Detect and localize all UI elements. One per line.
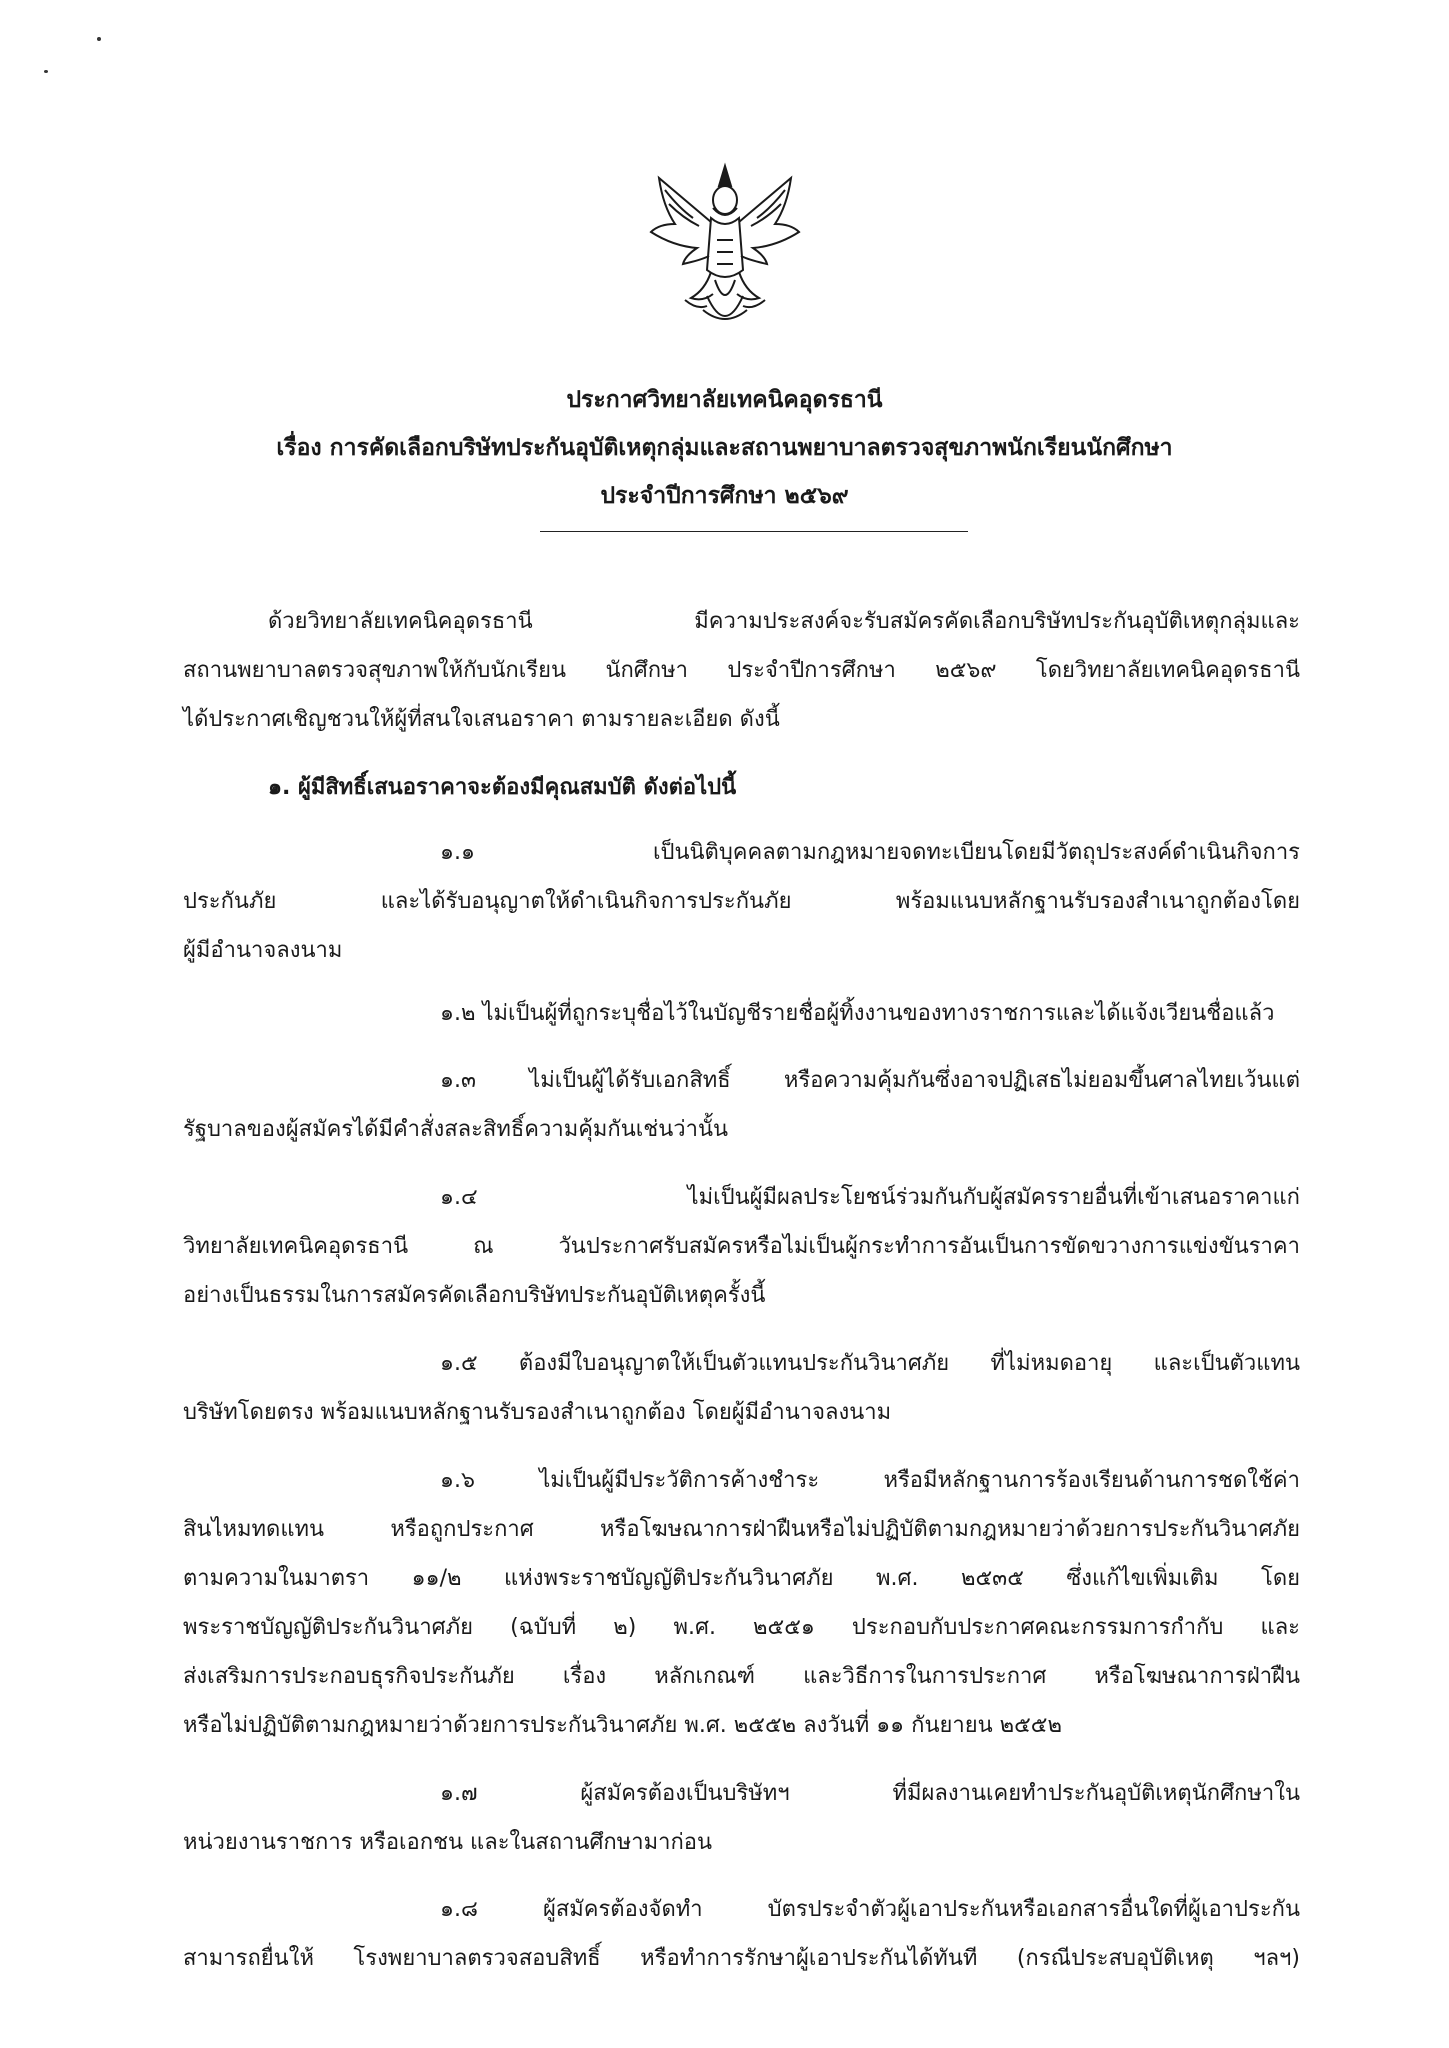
clause-1-6: ตามความในมาตรา ๑๑/๒ แห่งพระราชบัญญัติประกันวินาศภัย พ.ศ. ๒๕๓๕ ซึ่งแก้ไขเพิ่มเติม โดย (183, 1566, 1300, 1591)
clause-1-6: หรือไม่ปฏิบัติตามกฎหมายว่าด้วยการประกันวินาศภัย พ.ศ. ๒๕๕๒ ลงวันที่ ๑๑ กันยายน ๒๕๕๒ (183, 1713, 1062, 1738)
clause-1-4: วิทยาลัยเทคนิคอุดรธานี ณ วันประกาศรับสมัครหรือไม่เป็นผู้กระทำการอันเป็นการขัดขวางการแข่งขันราคา (183, 1234, 1300, 1259)
clause-1-6: พระราชบัญญัติประกันวินาศภัย (ฉบับที่ ๒) พ.ศ. ๒๕๕๑ ประกอบกับประกาศคณะกรรมการกำกับ และ (183, 1615, 1300, 1640)
clause-1-6: ๑.๖ ไม่เป็นผู้มีประวัติการค้างชำระ หรือมีหลักฐานการร้องเรียนด้านการชดใช้ค่า (440, 1468, 1300, 1493)
scan-speck (44, 70, 48, 73)
clause-1-5: บริษัทโดยตรง พร้อมแนบหลักฐานรับรองสำเนาถูกต้อง โดยผู้มีอำนาจลงนาม (183, 1400, 892, 1425)
intro-line: สถานพยาบาลตรวจสุขภาพให้กับนักเรียน นักศึกษา ประจำปีการศึกษา ๒๕๖๙ โดยวิทยาลัยเทคนิคอุดรธานี (183, 658, 1300, 683)
clause-1-5: ๑.๕ ต้องมีใบอนุญาตให้เป็นตัวแทนประกันวินาศภัย ที่ไม่หมดอายุ และเป็นตัวแทน (440, 1351, 1300, 1376)
clause-1-4: อย่างเป็นธรรมในการสมัครคัดเลือกบริษัทประกันอุบัติเหตุครั้งนี้ (183, 1283, 766, 1308)
announcement-year: ประจำปีการศึกษา ๒๕๖๙ (600, 483, 849, 509)
announcement-title: ประกาศวิทยาลัยเทคนิคอุดรธานี (566, 387, 883, 413)
clause-1-2: ๑.๒ ไม่เป็นผู้ที่ถูกระบุชื่อไว้ในบัญชีรายชื่อผู้ทิ้งงานของทางราชการและได้แจ้งเวียนชื่อแล้ว (440, 1001, 1275, 1026)
section-1-title: ๑. ผู้มีสิทธิ์เสนอราคาจะต้องมีคุณสมบัติ ดังต่อไปนี้ (268, 775, 737, 800)
clause-1-6: สินไหมทดแทน หรือถูกประกาศ หรือโฆษณาการฝ่าฝืนหรือไม่ปฏิบัติตามกฎหมายว่าด้วยการประกันวินาศภัย (183, 1517, 1300, 1542)
clause-1-1: ประกันภัย และได้รับอนุญาตให้ดำเนินกิจการประกันภัย พร้อมแนบหลักฐานรับรองสำเนาถูกต้องโดย (183, 889, 1300, 914)
announcement-subject: เรื่อง การคัดเลือกบริษัทประกันอุบัติเหตุกลุ่มและสถานพยาบาลตรวจสุขภาพนักเรียนนักศึกษา (276, 435, 1173, 461)
clause-1-1: ๑.๑ เป็นนิติบุคคลตามกฎหมายจดทะเบียนโดยมีวัตถุประสงค์ดำเนินกิจการ (440, 840, 1300, 865)
intro-line: ด้วยวิทยาลัยเทคนิคอุดรธานี มีความประสงค์จะรับสมัครคัดเลือกบริษัทประกันอุบัติเหตุกลุ่มและ (268, 609, 1300, 634)
clause-1-1: ผู้มีอำนาจลงนาม (183, 938, 343, 963)
clause-1-8: ๑.๘ ผู้สมัครต้องจัดทำ บัตรประจำตัวผู้เอาประกันหรือเอกสารอื่นใดที่ผู้เอาประกัน (440, 1897, 1300, 1922)
clause-1-7: ๑.๗ ผู้สมัครต้องเป็นบริษัทฯ ที่มีผลงานเคยทำประกันอุบัติเหตุนักศึกษาใน (440, 1781, 1300, 1806)
clause-1-4: ๑.๔ ไม่เป็นผู้มีผลประโยชน์ร่วมกันกับผู้สมัครรายอื่นที่เข้าเสนอราคาแก่ (440, 1185, 1300, 1210)
garuda-emblem-icon (645, 160, 805, 340)
clause-1-7: หน่วยงานราชการ หรือเอกชน และในสถานศึกษามาก่อน (183, 1830, 713, 1855)
clause-1-3: รัฐบาลของผู้สมัครได้มีคำสั่งสละสิทธิ์ความคุ้มกันเช่นว่านั้น (183, 1117, 729, 1142)
clause-1-3: ๑.๓ ไม่เป็นผู้ได้รับเอกสิทธิ์ หรือความคุ้มกันซึ่งอาจปฏิเสธไม่ยอมขึ้นศาลไทยเว้นแต่ (440, 1068, 1300, 1093)
title-divider (540, 531, 968, 532)
clause-1-8: สามารถยื่นให้ โรงพยาบาลตรวจสอบสิทธิ์ หรือทำการรักษาผู้เอาประกันได้ทันที (กรณีประสบอุบัติเหตุ ฯลฯ) (183, 1946, 1300, 1971)
clause-1-6: ส่งเสริมการประกอบธุรกิจประกันภัย เรื่อง หลักเกณฑ์ และวิธีการในการประกาศ หรือโฆษณาการฝ่าฝืน (183, 1664, 1300, 1689)
scan-speck (97, 37, 101, 41)
intro-line: ได้ประกาศเชิญชวนให้ผู้ที่สนใจเสนอราคา ตามรายละเอียด ดังนี้ (183, 707, 780, 732)
